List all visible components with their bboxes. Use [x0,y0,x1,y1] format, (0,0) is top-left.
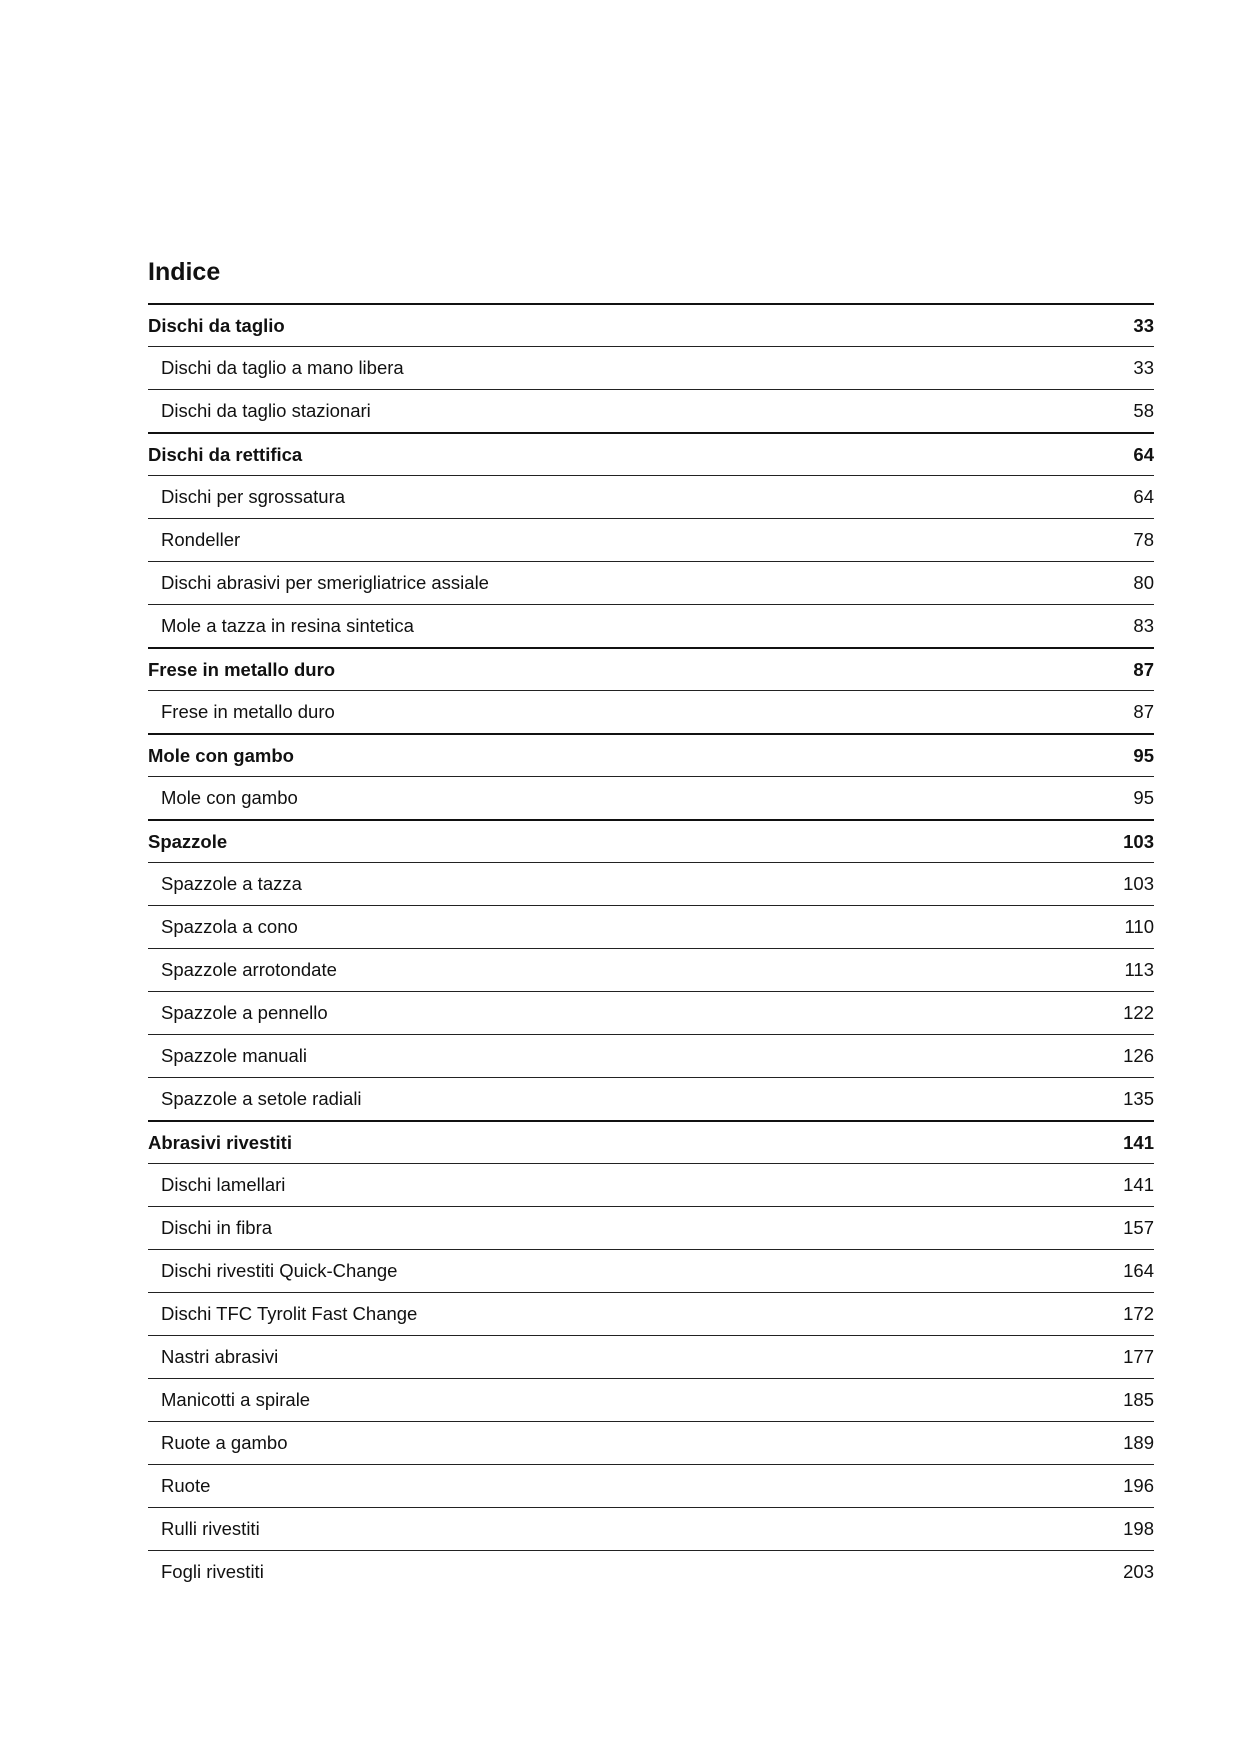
toc-section-label: Dischi da rettifica [148,443,303,465]
toc-entry-row[interactable] [148,905,1154,948]
toc-entry-page: 203 [1123,1561,1154,1582]
toc-entry-row[interactable] [148,561,1154,604]
toc-entry-page: 122 [1123,1002,1154,1023]
toc-entry-row[interactable] [148,1507,1154,1550]
toc-entry-label: Dischi per sgrossatura [161,486,346,507]
toc-section-label: Frese in metallo duro [148,658,336,680]
toc-entry-row[interactable] [148,1077,1154,1120]
toc-entry-label: Dischi lamellari [161,1174,286,1195]
toc-entry-page: 110 [1124,916,1154,937]
toc-entry-label: Dischi da taglio a mano libera [161,357,404,378]
toc-entry-label: Dischi abrasivi per smerigliatrice assiale [161,572,489,593]
toc-entry-row[interactable] [148,1464,1154,1507]
toc-section-row[interactable] [148,432,1154,475]
toc-entry-page: 126 [1123,1045,1154,1066]
toc-section-label: Abrasivi rivestiti [148,1131,292,1153]
toc-entry-row[interactable] [148,1335,1154,1378]
toc-entry-label: Dischi da taglio stazionari [161,400,371,421]
toc-entry-row[interactable] [148,948,1154,991]
toc-entry-label: Dischi TFC Tyrolit Fast Change [161,1303,418,1324]
toc-entry-label: Spazzole manuali [161,1045,308,1066]
toc-entry-label: Spazzole a setole radiali [161,1088,362,1109]
toc-entry-page: 33 [1133,357,1154,378]
toc-entry-row[interactable] [148,1421,1154,1464]
toc-section-page: 141 [1123,1131,1154,1153]
toc-entry-label: Frese in metallo duro [161,701,335,722]
toc-entry-row[interactable] [148,389,1154,432]
toc-section-row[interactable] [148,647,1154,690]
toc-entry-label: Fogli rivestiti [161,1561,264,1582]
toc-entry-label: Ruote [161,1475,211,1496]
toc-entry-row[interactable] [148,1206,1154,1249]
toc-entry-page: 58 [1133,400,1154,421]
toc-entry-page: 135 [1123,1088,1154,1109]
toc-list [148,303,1154,1593]
toc-entry-row[interactable] [148,604,1154,647]
toc-entry-page: 113 [1124,959,1154,980]
toc-entry-row[interactable] [148,1034,1154,1077]
toc-section-page: 87 [1133,658,1154,680]
toc-entry-page: 64 [1133,486,1154,507]
toc-entry-label: Dischi in fibra [161,1217,273,1238]
toc-section-label: Spazzole [148,830,228,852]
toc-entry-page: 95 [1133,787,1154,808]
toc-section-row[interactable] [148,733,1154,776]
toc-entry-label: Manicotti a spirale [161,1389,311,1410]
toc-entry-page: 196 [1123,1475,1154,1496]
toc-entry-label: Dischi rivestiti Quick-Change [161,1260,398,1281]
toc-entry-row[interactable] [148,1249,1154,1292]
page-title: Indice [148,258,221,286]
toc-entry-label: Mole con gambo [161,787,298,808]
toc-entry-page: 83 [1133,615,1154,636]
toc-entry-row[interactable] [148,346,1154,389]
toc-section-row[interactable] [148,303,1154,346]
toc-entry-page: 172 [1123,1303,1154,1324]
toc-section-page: 64 [1133,443,1154,465]
toc-entry-label: Spazzole arrotondate [161,959,337,980]
toc-entry-label: Spazzole a tazza [161,873,302,894]
toc-entry-page: 87 [1133,701,1154,722]
toc-entry-page: 189 [1123,1432,1154,1453]
toc-entry-page: 185 [1123,1389,1154,1410]
toc-entry-label: Rondeller [161,529,241,550]
toc-section-label: Dischi da taglio [148,314,285,336]
toc-entry-row[interactable] [148,862,1154,905]
toc-entry-page: 78 [1133,529,1154,550]
toc-section-page: 33 [1133,314,1154,336]
toc-entry-label: Nastri abrasivi [161,1346,279,1367]
toc-entry-label: Spazzole a pennello [161,1002,328,1023]
toc-entry-label: Rulli rivestiti [161,1518,260,1539]
toc-entry-row[interactable] [148,991,1154,1034]
toc-entry-label: Mole a tazza in resina sintetica [161,615,414,636]
table-of-contents [148,252,1154,1593]
toc-entry-label: Spazzola a cono [161,916,298,937]
toc-entry-page: 177 [1123,1346,1154,1367]
toc-entry-row[interactable] [148,1550,1154,1593]
toc-section-page: 95 [1133,744,1154,766]
toc-entry-row[interactable] [148,475,1154,518]
toc-entry-page: 198 [1123,1518,1154,1539]
toc-entry-row[interactable] [148,1292,1154,1335]
toc-entry-page: 80 [1133,572,1154,593]
toc-section-row[interactable] [148,1120,1154,1163]
toc-entry-page: 103 [1123,873,1154,894]
toc-entry-row[interactable] [148,1163,1154,1206]
toc-section-row[interactable] [148,819,1154,862]
toc-entry-page: 157 [1123,1217,1154,1238]
toc-section-label: Mole con gambo [148,744,294,766]
toc-entry-page: 164 [1123,1260,1154,1281]
toc-entry-row[interactable] [148,518,1154,561]
toc-section-page: 103 [1123,830,1154,852]
toc-entry-label: Ruote a gambo [161,1432,288,1453]
toc-entry-row[interactable] [148,1378,1154,1421]
toc-entry-row[interactable] [148,690,1154,733]
toc-entry-row[interactable] [148,776,1154,819]
toc-entry-page: 141 [1123,1174,1154,1195]
